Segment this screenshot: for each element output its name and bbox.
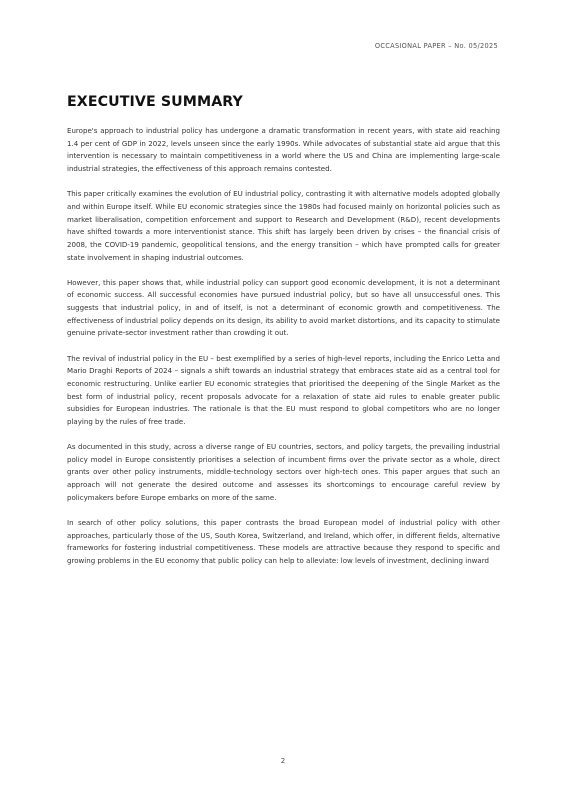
paragraph-5: As documented in this study, across a diverse range of EU countries, sectors, and policy targets, the prevailing industrial policy model in Europe consistently prioritises a selection of incumbent firms over the private sector as a whole, direct grants over other policy instruments, middle-technology sectors over high-tech ones. This paper argues that such an approach will not generate the desired outcome and assesses its shortcomings to encourage careful review by policymakers before Europe embarks on more of the same. xyxy=(67,442,500,502)
paragraph-3: However, this paper shows that, while industrial policy can support good economic development, it is not a determinant of economic success. All successful economies have pursued industrial policy, but so have all unsuccessful ones. This suggests that industrial policy, in and of itself, is not a determinant of economic growth and competitiveness. The effectiveness of industrial policy depends on its design, its ability to avoid market distortions, and its capacity to stimulate genuine private-sector investment rather than crowding it out. xyxy=(67,277,500,338)
running-header: OCCASIONAL PAPER – No. 05/2025 xyxy=(374,42,498,50)
section-title: EXECUTIVE SUMMARY xyxy=(67,94,243,110)
paragraph-2: This paper critically examines the evolution of EU industrial policy, contrasting it with alternative models adopted globally and within Europe itself. While EU economic strategies since the 1980s had focused mainly on horizontal policies such as market liberalisation, competition enforcement and support to Research and Development (R&D), recent developments have shifted towards a more interventionist stance. This shift has largely been driven by crises – the financial crisis of 2008, the COVID-19 pandemic, geopolitical tensions, and the energy transition – which have prompted calls for greater state involvement in shaping industrial outcomes. xyxy=(67,189,500,262)
page-number: 2 xyxy=(280,757,286,765)
paragraph-4: The revival of industrial policy in the EU – best exemplified by a series of high-level reports, including the Enrico Letta and Mario Draghi Reports of 2024 – signals a shift towards an industrial strategy that embraces state aid as a central tool for economic restructuring. Unlike earlier EU economic strategies that prioritised the deepening of the Single Market as the best form of industrial policy, recent proposals advocate for a relaxation of state aid rules to enable greater public subsidies for European industries. The rationale is that the EU must respond to global competitors who are no longer playing by the rules of free trade. xyxy=(67,353,500,426)
paragraph-1: Europe's approach to industrial policy has undergone a dramatic transformation in recent years, with state aid reaching 1.4 per cent of GDP in 2022, levels unseen since the early 1990s. While advocates of substantial state aid argue that this intervention is necessary to maintain competitiveness in a world where the US and China are implementing large-scale industrial strategies, the effectiveness of this approach remains contested. xyxy=(67,126,500,173)
summary-body xyxy=(67,125,500,580)
paragraph-6: In search of other policy solutions, this paper contrasts the broad European model of industrial policy with other approaches, particularly those of the US, South Korea, Switzerland, and Ireland, which offer, in different fields, alternative frameworks for fostering industrial competitiveness. These models are attractive because they respond to specific and growing problems in the EU economy that public policy can help to alleviate: low levels of investment, declining inward xyxy=(67,518,500,565)
